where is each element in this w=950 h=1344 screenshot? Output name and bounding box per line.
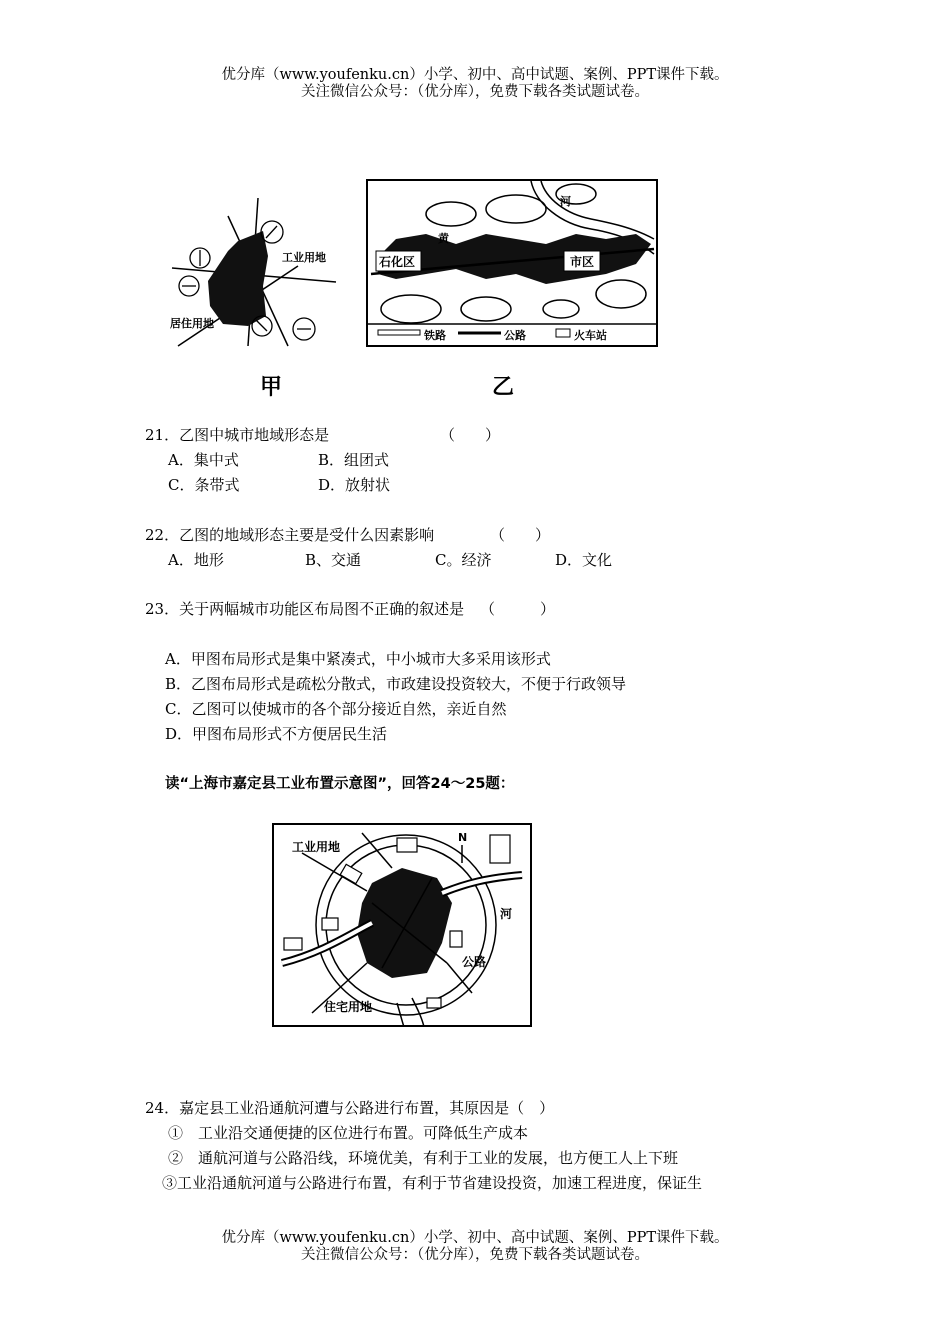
yi-legend-road: 公路 [504, 329, 526, 342]
q22-option-c: C。经济 [435, 551, 492, 569]
q23-option-c: C．乙图可以使城市的各个部分接近自然，亲近自然 [165, 700, 507, 718]
q22-stem: 22．乙图的地域形态主要是受什么因素影响 [145, 526, 435, 544]
q21-option-d: D．放射状 [318, 476, 391, 494]
q21-option-c: C．条带式 [168, 476, 240, 494]
figure-jia-map [168, 196, 340, 348]
q22-option-b: B、交通 [305, 551, 362, 569]
q23-option-b: B．乙图布局形式是疏松分散式，市政建设投资较大，不便于行政领导 [165, 675, 627, 693]
jiading-label-road: 公路 [462, 955, 487, 969]
yi-label-district-1: 石化区 [379, 255, 416, 269]
q21-option-a: A．集中式 [168, 451, 239, 469]
jia-label-industrial: 工业用地 [282, 251, 326, 264]
yi-label-river-2: 河 [560, 195, 571, 208]
q24-stem: 24．嘉定县工业沿通航河遭与公路进行布置，其原因是（ ） [145, 1099, 555, 1117]
q22-bracket: （ ） [490, 526, 551, 544]
jiading-label-industrial: 工业用地 [292, 840, 341, 854]
reading-instruction: 读“上海市嘉定县工业布置示意图”，回答24～25题： [165, 776, 515, 792]
footer-line-2: 关注微信公众号：（优分库），免费下载各类试题试卷。 [301, 1247, 649, 1263]
jia-label-residential: 居住用地 [170, 317, 214, 330]
q21-bracket: （ ） [440, 426, 501, 444]
page-header [0, 67, 950, 101]
footer-line-1: 优分库（www.youfenku.cn）小学、初中、高中试题、案例、PPT课件下载。 [221, 1230, 729, 1246]
header-line-1: 优分库（www.youfenku.cn）小学、初中、高中试题、案例、PPT课件下载。 [221, 67, 729, 83]
yi-legend-station: 火车站 [574, 329, 607, 342]
yi-legend-railway: 铁路 [424, 329, 446, 342]
yi-label-river-1: 黄 [438, 232, 449, 245]
figure-jia-caption: 甲 [260, 375, 283, 400]
header-line-2: 关注微信公众号：（优分库），免费下载各类试题试卷。 [301, 84, 649, 100]
q23-option-a: A．甲图布局形式是集中紧凑式，中小城市大多采用该形式 [165, 650, 551, 668]
jiading-label-residential: 住宅用地 [324, 1000, 373, 1014]
page-footer [0, 1230, 950, 1264]
q22-option-d: D．文化 [555, 551, 613, 569]
q22-option-a: A．地形 [168, 551, 224, 569]
yi-label-district-2: 市区 [570, 255, 595, 269]
q21-option-b: B．组团式 [318, 451, 390, 469]
figure-yi-map [366, 179, 658, 347]
q23-bracket: （ ） [480, 600, 556, 618]
q24-item-2: ② 通航河道与公路沿线，环境优美，有利于工业的发展，也方便工人上下班 [168, 1149, 679, 1167]
jiading-label-north: N [458, 831, 468, 844]
q24-item-3: ③工业沿通航河道与公路进行布置，有利于节省建设投资，加速工程进度，保证生 [162, 1174, 703, 1192]
q21-stem: 21．乙图中城市地域形态是 [145, 426, 330, 444]
figure-yi-caption: 乙 [492, 375, 515, 400]
q23-stem: 23．关于两幅城市功能区布局图不正确的叙述是 [145, 600, 465, 618]
q24-item-1: ① 工业沿交通便捷的区位进行布置。可降低生产成本 [168, 1124, 529, 1142]
q23-option-d: D．甲图布局形式不方便居民生活 [165, 725, 388, 743]
jia-city-mass [208, 231, 268, 326]
figure-jiading-map [272, 823, 532, 1027]
jiading-label-river: 河 [500, 907, 513, 921]
